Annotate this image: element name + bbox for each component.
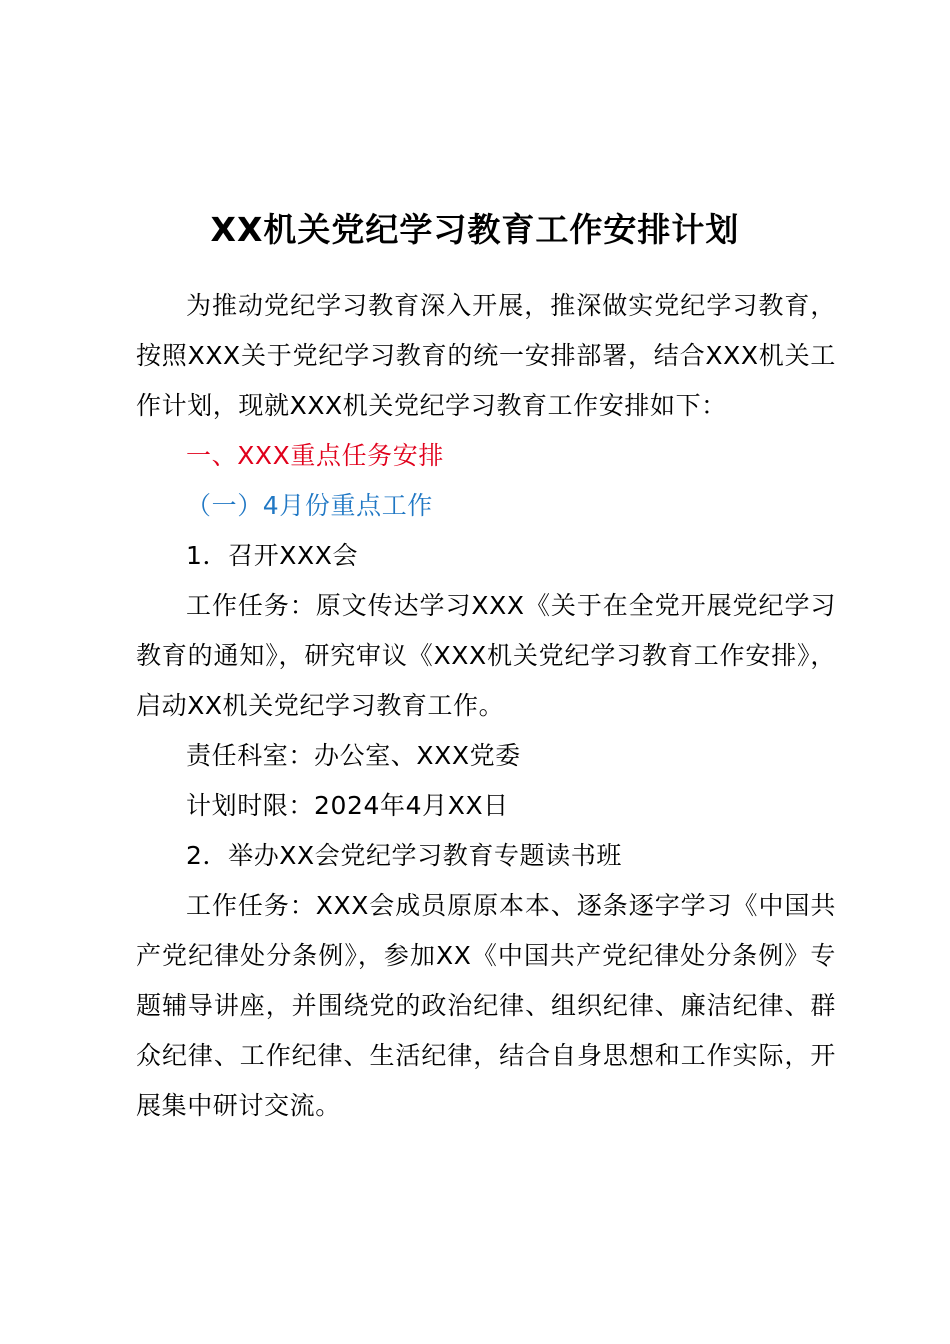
item-1-title: 1．召开XXX会 (186, 541, 359, 570)
subsection-heading: （一）4月份重点工作 (186, 491, 433, 520)
item-2-title: 2．举办XX会党纪学习教育专题读书班 (186, 841, 622, 870)
item-1-task: 工作任务：原文传达学习XXX《关于在全党开展党纪学习教育的通知》，研究审议《XXX机关党纪学习教育工作安排》，启动XX机关党纪学习教育工作。 (136, 591, 836, 720)
document-title: XX机关党纪学习教育工作安排计划 (210, 210, 740, 249)
item-1-deadline: 计划时限：2024年4月XX日 (186, 791, 509, 820)
intro-paragraph: 为推动党纪学习教育深入开展，推深做实党纪学习教育，按照XXX关于党纪学习教育的统一安排部署，结合XXX机关工作计划，现就XXX机关党纪学习教育工作安排如下： (136, 291, 836, 420)
document-body (136, 281, 836, 1131)
item-2-task: 工作任务：XXX会成员原原本本、逐条逐字学习《中国共产党纪律处分条例》，参加XX《中国共产党纪律处分条例》专题辅导讲座，并围绕党的政治纪律、组织纪律、廉洁纪律、群众纪律、工作纪律、生活纪律，结合自身思想和工作实际，开展集中研讨交流。 (136, 891, 836, 1120)
section-heading: 一、XXX重点任务安排 (186, 441, 444, 470)
item-1-department: 责任科室：办公室、XXX党委 (186, 741, 521, 770)
